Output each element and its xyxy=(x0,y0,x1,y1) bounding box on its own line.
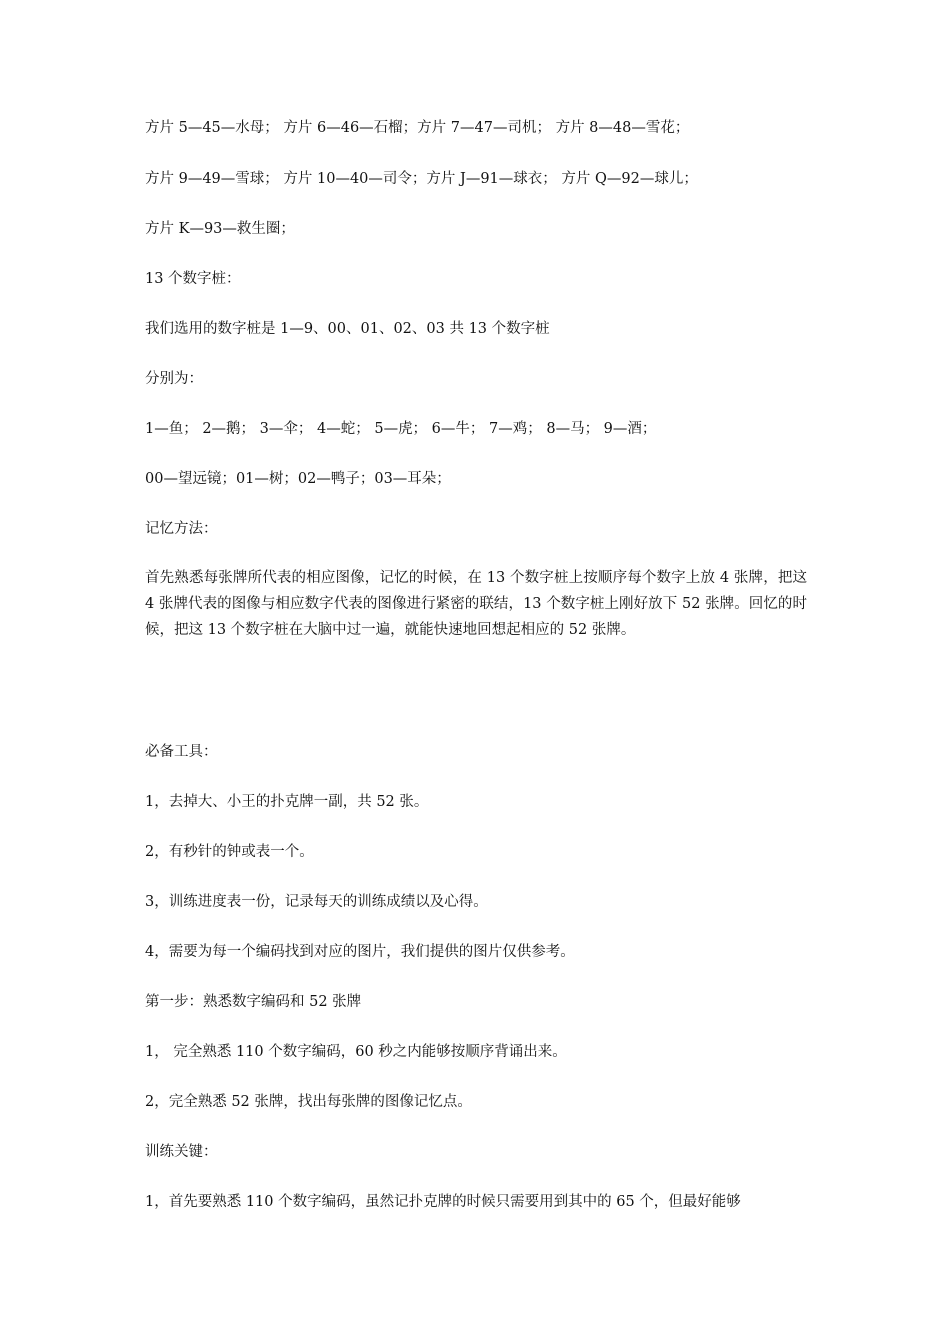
memory-method-heading: 记忆方法： xyxy=(145,521,218,537)
diamond-codes-line-1: 方片 5—45—水母； 方片 6—46—石榴；方片 7—47—司机； 方片 8—48—雪花； xyxy=(145,120,690,136)
memory-method-paragraph: 首先熟悉每张牌所代表的相应图像，记忆的时候，在 13 个数字桩上按顺序每个数字上放 4 张牌，把这 4 张牌代表的图像与相应数字代表的图像进行紧密的联结，13 个数字桩上刚好放下 52 张牌。回忆的时候，把这 13 个数字桩在大脑中过一遍，就能快速地回想起相应的 52 张牌。 xyxy=(145,570,807,638)
diamond-codes-line-3: 方片 K—93—救生圈； xyxy=(145,221,295,237)
pegs-list-line-1: 1—鱼； 2—鹅； 3—伞； 4—蛇； 5—虎； 6—牛； 7—鸡； 8—马； 9—酒； xyxy=(145,421,657,437)
tool-item-3: 3，训练进度表一份，记录每天的训练成绩以及心得。 xyxy=(145,894,488,910)
pegs-list-line-2: 00—望远镜；01—树；02—鸭子；03—耳朵； xyxy=(145,471,451,487)
step-one-heading: 第一步：熟悉数字编码和 52 张牌 xyxy=(145,994,362,1010)
tool-item-4: 4，需要为每一个编码找到对应的图片，我们提供的图片仅供参考。 xyxy=(145,944,575,960)
required-tools-heading: 必备工具： xyxy=(145,744,218,760)
respectively-label: 分别为： xyxy=(145,371,203,387)
number-pegs-heading: 13 个数字桩： xyxy=(145,271,241,287)
step-one-item-2: 2，完全熟悉 52 张牌，找出每张牌的图像记忆点。 xyxy=(145,1094,472,1110)
diamond-codes-line-2: 方片 9—49—雪球； 方片 10—40—司令；方片 J—91—球衣； 方片 Q—92—球儿； xyxy=(145,171,698,187)
step-one-item-1: 1， 完全熟悉 110 个数字编码，60 秒之内能够按顺序背诵出来。 xyxy=(145,1044,567,1060)
number-pegs-intro: 我们选用的数字桩是 1—9、00、01、02、03 共 13 个数字桩 xyxy=(145,321,550,337)
training-key-item-1: 1，首先要熟悉 110 个数字编码，虽然记扑克牌的时候只需要用到其中的 65 个，但最好能够 xyxy=(145,1194,741,1210)
tool-item-1: 1，去掉大、小王的扑克牌一副，共 52 张。 xyxy=(145,794,429,810)
training-key-heading: 训练关键： xyxy=(145,1144,218,1160)
tool-item-2: 2，有秒针的钟或表一个。 xyxy=(145,844,314,860)
